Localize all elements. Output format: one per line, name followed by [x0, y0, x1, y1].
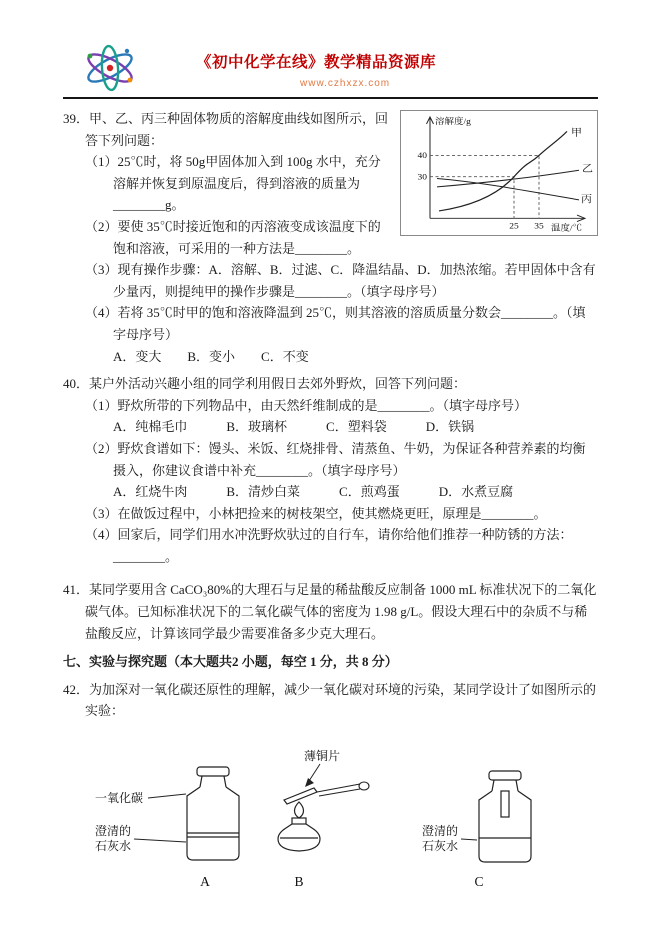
- co-leader-line: [148, 794, 186, 798]
- curve-label-yi: 乙: [582, 164, 593, 175]
- q40-options-2: A．红烧牛肉 B．清炒白菜 C．煎鸡蛋 D．水煮豆腐: [113, 484, 514, 500]
- copper-sheet-label: 薄铜片: [303, 749, 341, 764]
- q39-item-4: （4）若将 35℃时甲的饱和溶液降温到 25℃，则其溶液的溶质质量分数会________。（填字母序号）: [85, 305, 586, 342]
- limewater-c-leader-line: [461, 839, 477, 840]
- site-title: 《初中化学在线》教学精品资源库: [196, 54, 437, 71]
- gas-bottle-a: [187, 767, 239, 860]
- dashed-guide-lines: [430, 155, 539, 218]
- q40-item-3: （3）在做饭过程中，小林把捡来的树枝架空，使其燃烧更旺，原理是________。: [85, 505, 547, 521]
- ytick-30: 30: [417, 171, 427, 182]
- co-label: 一氧化碳: [95, 791, 144, 806]
- limewater-a-label-1: 澄清的: [95, 824, 132, 839]
- q39-options: A．变大 B．变小 C．不变: [113, 348, 309, 364]
- q39-item-2: （2）要使 35℃时接近饱和的丙溶液变成该温度下的饱和溶液，可采用的一种方法是________。: [85, 218, 381, 256]
- solubility-chart-figure: [400, 110, 598, 236]
- q41-text: 41．某同学要用含 CaCO₃80%的大理石与足量的稀盐酸反应制备 1000 mL 标准状况下的二氧化碳气体。已知标准状况下的二氧化碳气体的密度为 1.98 g/L。假设大理石中的杂质不与稀盐酸反应，计算该同学最少需要准备多少克大理石。: [63, 582, 597, 641]
- question-39: [63, 108, 598, 367]
- copper-sheet-pointer: [305, 764, 320, 787]
- question-41: [63, 579, 598, 644]
- curve-label-jia: 甲: [571, 128, 582, 139]
- logo-atom-icon: [81, 42, 139, 92]
- xtick-25: 25: [509, 220, 519, 231]
- limewater-a-leader-line: [134, 839, 186, 842]
- header-divider: [63, 97, 598, 99]
- limewater-c-label-1: 澄清的: [422, 824, 459, 839]
- section-7-heading: [63, 651, 598, 673]
- q40-item-2: （2）野炊食谱如下：馒头、米饭、红烧排骨、清蒸鱼、牛奶，为保证各种营养素的均衡摄入，你建议食谱中补充________。（填字母序号）: [85, 440, 586, 478]
- solubility-graph-svg: [401, 111, 597, 235]
- header: [63, 0, 598, 99]
- copper-sheet: [284, 788, 317, 804]
- graph-ylabel: 溶解度/g: [435, 116, 471, 126]
- section-7-note: （本大题共2 小题，每空 1 分，共 8 分）: [167, 654, 398, 670]
- q39-stem: 39．甲、乙、丙三种固体物质的溶解度曲线如图所示，回答下列问题：: [63, 111, 389, 148]
- gas-bottle-c: [479, 771, 531, 862]
- co-experiment-diagram: [70, 734, 598, 897]
- apparatus-label-a: A: [200, 874, 210, 890]
- apparatus-label-b: B: [294, 874, 304, 890]
- q40-item-4: （4）回家后，同学们用水冲洗野炊驮过的自行车，请你给他们推荐一种防锈的方法：________。: [85, 527, 573, 564]
- question-42: [63, 679, 598, 897]
- sheet-holder: [317, 782, 369, 796]
- limewater-c-label-2: 石灰水: [422, 839, 459, 854]
- q40-item-1: （1）野炊所带的下列物品中，由天然纤维制成的是________。（填字母序号）: [85, 397, 528, 413]
- xtick-35: 35: [534, 220, 544, 231]
- graph-xlabel: 温度/℃: [551, 222, 583, 233]
- q40-stem: 40．某户外活动兴趣小组的同学利用假日去郊外野炊，回答下列问题：: [63, 376, 467, 392]
- alcohol-lamp: [278, 802, 320, 851]
- question-40: [63, 373, 598, 567]
- q39-item-1: （1）25℃时，将 50g甲固体加入到 100g 水中，充分溶解并恢复到原温度后，得到溶液的质量为________g。: [85, 154, 381, 213]
- curve-bing: [437, 179, 579, 200]
- axes: [430, 118, 584, 218]
- q40-options-1: A．纯棉毛巾 B．玻璃杯 C．塑料袋 D．铁锅: [113, 419, 475, 435]
- ytick-40: 40: [417, 150, 427, 161]
- q39-item-3: （3）现有操作步骤：A．溶解、B．过滤、C．降温结晶、D．加热浓缩。若甲固体中含有少量丙，则提纯甲的操作步骤是________。（填字母序号）: [85, 262, 596, 299]
- apparatus-label-c: C: [474, 874, 484, 890]
- curve-jia: [439, 131, 567, 211]
- curve-label-bing: 丙: [581, 194, 592, 206]
- site-url: www.czhxzx.com: [300, 78, 391, 89]
- co-experiment-svg: [70, 734, 600, 892]
- curve-yi: [437, 170, 579, 187]
- q42-stem: 42．为加深对一氧化碳还原性的理解，减少一氧化碳对环境的污染，某同学设计了如图所示的实验：: [63, 681, 597, 719]
- limewater-a-label-2: 石灰水: [95, 839, 132, 854]
- section-7-title: 七、实验与探究题: [63, 654, 168, 670]
